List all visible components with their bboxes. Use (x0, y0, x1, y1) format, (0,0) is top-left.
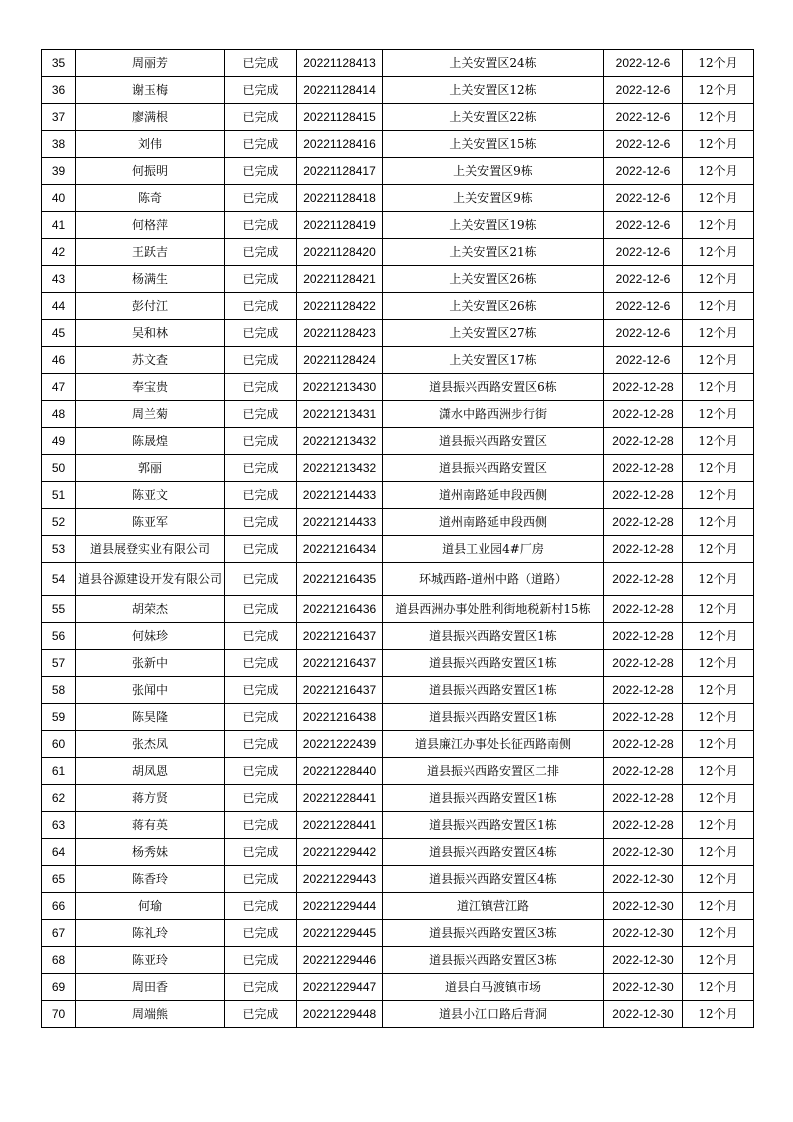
table-row (42, 785, 754, 812)
row-number-cell: 70 (42, 1001, 76, 1028)
table-row (42, 347, 754, 374)
status-cell: 已完成 (225, 293, 297, 320)
status-cell: 已完成 (225, 785, 297, 812)
date-cell: 2022-12-6 (604, 50, 683, 77)
row-number-cell: 68 (42, 947, 76, 974)
date-cell: 2022-12-30 (604, 974, 683, 1001)
row-number-cell: 50 (42, 455, 76, 482)
application-number-cell: 20221229448 (297, 1001, 383, 1028)
application-number-cell: 20221213430 (297, 374, 383, 401)
applicant-name-cell: 张闻中 (76, 677, 225, 704)
table-row (42, 401, 754, 428)
date-cell: 2022-12-6 (604, 293, 683, 320)
date-cell: 2022-12-28 (604, 374, 683, 401)
application-number-cell: 20221128420 (297, 239, 383, 266)
row-number-cell: 39 (42, 158, 76, 185)
table-row (42, 239, 754, 266)
term-cell: 12个月 (683, 974, 754, 1001)
application-number-cell: 20221128421 (297, 266, 383, 293)
table-row (42, 758, 754, 785)
address-cell: 道县振兴西路安置区1栋 (383, 650, 604, 677)
row-number-cell: 58 (42, 677, 76, 704)
term-cell: 12个月 (683, 320, 754, 347)
table-row (42, 293, 754, 320)
application-number-cell: 20221228441 (297, 812, 383, 839)
status-cell: 已完成 (225, 50, 297, 77)
application-number-cell: 20221228440 (297, 758, 383, 785)
table-row (42, 839, 754, 866)
status-cell: 已完成 (225, 158, 297, 185)
term-cell: 12个月 (683, 704, 754, 731)
row-number-cell: 38 (42, 131, 76, 158)
status-cell: 已完成 (225, 812, 297, 839)
address-cell: 上关安置区9栋 (383, 185, 604, 212)
table-row (42, 704, 754, 731)
term-cell: 12个月 (683, 509, 754, 536)
row-number-cell: 55 (42, 596, 76, 623)
table-row (42, 893, 754, 920)
term-cell: 12个月 (683, 50, 754, 77)
application-number-cell: 20221128416 (297, 131, 383, 158)
address-cell: 上关安置区17栋 (383, 347, 604, 374)
status-cell: 已完成 (225, 947, 297, 974)
row-number-cell: 61 (42, 758, 76, 785)
term-cell: 12个月 (683, 866, 754, 893)
row-number-cell: 46 (42, 347, 76, 374)
application-number-cell: 20221216436 (297, 596, 383, 623)
address-cell: 上关安置区26栋 (383, 293, 604, 320)
status-cell: 已完成 (225, 239, 297, 266)
table-row (42, 185, 754, 212)
applicant-name-cell: 谢玉梅 (76, 77, 225, 104)
application-number-cell: 20221222439 (297, 731, 383, 758)
status-cell: 已完成 (225, 509, 297, 536)
date-cell: 2022-12-6 (604, 320, 683, 347)
term-cell: 12个月 (683, 131, 754, 158)
term-cell: 12个月 (683, 731, 754, 758)
table-row (42, 563, 754, 596)
date-cell: 2022-12-28 (604, 509, 683, 536)
term-cell: 12个月 (683, 812, 754, 839)
status-cell: 已完成 (225, 374, 297, 401)
applicant-name-cell: 周田香 (76, 974, 225, 1001)
records-table (41, 49, 754, 1028)
date-cell: 2022-12-6 (604, 212, 683, 239)
status-cell: 已完成 (225, 104, 297, 131)
status-cell: 已完成 (225, 839, 297, 866)
row-number-cell: 48 (42, 401, 76, 428)
address-cell: 道县白马渡镇市场 (383, 974, 604, 1001)
term-cell: 12个月 (683, 455, 754, 482)
date-cell: 2022-12-6 (604, 239, 683, 266)
status-cell: 已完成 (225, 866, 297, 893)
term-cell: 12个月 (683, 563, 754, 596)
term-cell: 12个月 (683, 104, 754, 131)
status-cell: 已完成 (225, 623, 297, 650)
address-cell: 道县小江口路后背洞 (383, 1001, 604, 1028)
address-cell: 道县振兴西路安置区1栋 (383, 812, 604, 839)
row-number-cell: 57 (42, 650, 76, 677)
applicant-name-cell: 周端熊 (76, 1001, 225, 1028)
table-row (42, 374, 754, 401)
row-number-cell: 67 (42, 920, 76, 947)
status-cell: 已完成 (225, 266, 297, 293)
table-row (42, 677, 754, 704)
application-number-cell: 20221128414 (297, 77, 383, 104)
applicant-name-cell: 陈亚军 (76, 509, 225, 536)
applicant-name-cell: 胡凤恩 (76, 758, 225, 785)
status-cell: 已完成 (225, 482, 297, 509)
table-row (42, 650, 754, 677)
term-cell: 12个月 (683, 239, 754, 266)
table-row (42, 266, 754, 293)
applicant-name-cell: 陈奇 (76, 185, 225, 212)
table-row (42, 731, 754, 758)
row-number-cell: 51 (42, 482, 76, 509)
row-number-cell: 52 (42, 509, 76, 536)
row-number-cell: 60 (42, 731, 76, 758)
date-cell: 2022-12-6 (604, 77, 683, 104)
address-cell: 上关安置区27栋 (383, 320, 604, 347)
applicant-name-cell: 张杰凤 (76, 731, 225, 758)
date-cell: 2022-12-6 (604, 158, 683, 185)
application-number-cell: 20221229447 (297, 974, 383, 1001)
applicant-name-cell: 奉宝贵 (76, 374, 225, 401)
row-number-cell: 49 (42, 428, 76, 455)
date-cell: 2022-12-30 (604, 1001, 683, 1028)
date-cell: 2022-12-28 (604, 428, 683, 455)
address-cell: 道县工业园4#厂房 (383, 536, 604, 563)
address-cell: 道县振兴西路安置区1栋 (383, 623, 604, 650)
term-cell: 12个月 (683, 839, 754, 866)
address-cell: 道州南路延申段西侧 (383, 509, 604, 536)
row-number-cell: 36 (42, 77, 76, 104)
address-cell: 道县振兴西路安置区二排 (383, 758, 604, 785)
application-number-cell: 20221216434 (297, 536, 383, 563)
date-cell: 2022-12-30 (604, 947, 683, 974)
applicant-name-cell: 道县谷源建设开发有限公司 (76, 563, 225, 596)
application-number-cell: 20221229445 (297, 920, 383, 947)
application-number-cell: 20221128423 (297, 320, 383, 347)
status-cell: 已完成 (225, 650, 297, 677)
address-cell: 道县振兴西路安置区 (383, 455, 604, 482)
applicant-name-cell: 陈晟煌 (76, 428, 225, 455)
address-cell: 上关安置区22栋 (383, 104, 604, 131)
applicant-name-cell: 张新中 (76, 650, 225, 677)
applicant-name-cell: 苏文查 (76, 347, 225, 374)
term-cell: 12个月 (683, 374, 754, 401)
term-cell: 12个月 (683, 158, 754, 185)
status-cell: 已完成 (225, 1001, 297, 1028)
row-number-cell: 59 (42, 704, 76, 731)
applicant-name-cell: 陈香玲 (76, 866, 225, 893)
date-cell: 2022-12-28 (604, 812, 683, 839)
table-row (42, 320, 754, 347)
applicant-name-cell: 何振明 (76, 158, 225, 185)
row-number-cell: 43 (42, 266, 76, 293)
date-cell: 2022-12-30 (604, 920, 683, 947)
row-number-cell: 65 (42, 866, 76, 893)
applicant-name-cell: 陈亚玲 (76, 947, 225, 974)
address-cell: 道县振兴西路安置区1栋 (383, 704, 604, 731)
row-number-cell: 35 (42, 50, 76, 77)
row-number-cell: 54 (42, 563, 76, 596)
address-cell: 道县振兴西路安置区4栋 (383, 839, 604, 866)
application-number-cell: 20221213432 (297, 455, 383, 482)
status-cell: 已完成 (225, 401, 297, 428)
status-cell: 已完成 (225, 347, 297, 374)
table-row (42, 536, 754, 563)
date-cell: 2022-12-28 (604, 677, 683, 704)
application-number-cell: 20221128413 (297, 50, 383, 77)
date-cell: 2022-12-6 (604, 104, 683, 131)
status-cell: 已完成 (225, 596, 297, 623)
date-cell: 2022-12-28 (604, 650, 683, 677)
applicant-name-cell: 彭付江 (76, 293, 225, 320)
application-number-cell: 20221128419 (297, 212, 383, 239)
application-number-cell: 20221216437 (297, 650, 383, 677)
term-cell: 12个月 (683, 77, 754, 104)
date-cell: 2022-12-28 (604, 536, 683, 563)
applicant-name-cell: 廖满根 (76, 104, 225, 131)
status-cell: 已完成 (225, 731, 297, 758)
table-row (42, 77, 754, 104)
status-cell: 已完成 (225, 185, 297, 212)
applicant-name-cell: 何瑜 (76, 893, 225, 920)
address-cell: 道县西洲办事处胜利街地税新村15栋 (383, 596, 604, 623)
applicant-name-cell: 周兰菊 (76, 401, 225, 428)
date-cell: 2022-12-28 (604, 401, 683, 428)
address-cell: 道县振兴西路安置区6栋 (383, 374, 604, 401)
address-cell: 道江镇营江路 (383, 893, 604, 920)
table-row (42, 596, 754, 623)
table-row (42, 920, 754, 947)
application-number-cell: 20221213432 (297, 428, 383, 455)
table-row (42, 947, 754, 974)
applicant-name-cell: 陈礼玲 (76, 920, 225, 947)
table-row (42, 1001, 754, 1028)
table-row (42, 212, 754, 239)
term-cell: 12个月 (683, 893, 754, 920)
status-cell: 已完成 (225, 758, 297, 785)
term-cell: 12个月 (683, 623, 754, 650)
applicant-name-cell: 胡荣杰 (76, 596, 225, 623)
row-number-cell: 64 (42, 839, 76, 866)
date-cell: 2022-12-28 (604, 455, 683, 482)
date-cell: 2022-12-28 (604, 482, 683, 509)
table-row (42, 455, 754, 482)
applicant-name-cell: 郭丽 (76, 455, 225, 482)
applicant-name-cell: 道县展登实业有限公司 (76, 536, 225, 563)
term-cell: 12个月 (683, 758, 754, 785)
term-cell: 12个月 (683, 401, 754, 428)
application-number-cell: 20221216438 (297, 704, 383, 731)
application-number-cell: 20221216437 (297, 677, 383, 704)
address-cell: 道县振兴西路安置区3栋 (383, 920, 604, 947)
table-row (42, 812, 754, 839)
applicant-name-cell: 吴和林 (76, 320, 225, 347)
address-cell: 上关安置区21栋 (383, 239, 604, 266)
application-number-cell: 20221216435 (297, 563, 383, 596)
status-cell: 已完成 (225, 428, 297, 455)
term-cell: 12个月 (683, 650, 754, 677)
date-cell: 2022-12-28 (604, 785, 683, 812)
address-cell: 上关安置区24栋 (383, 50, 604, 77)
row-number-cell: 37 (42, 104, 76, 131)
application-number-cell: 20221213431 (297, 401, 383, 428)
status-cell: 已完成 (225, 974, 297, 1001)
term-cell: 12个月 (683, 785, 754, 812)
term-cell: 12个月 (683, 677, 754, 704)
application-number-cell: 20221128418 (297, 185, 383, 212)
application-number-cell: 20221128424 (297, 347, 383, 374)
applicant-name-cell: 杨满生 (76, 266, 225, 293)
application-number-cell: 20221229443 (297, 866, 383, 893)
application-number-cell: 20221229446 (297, 947, 383, 974)
application-number-cell: 20221214433 (297, 482, 383, 509)
address-cell: 环城西路-道州中路（道路） (383, 563, 604, 596)
address-cell: 道县振兴西路安置区3栋 (383, 947, 604, 974)
date-cell: 2022-12-28 (604, 758, 683, 785)
status-cell: 已完成 (225, 536, 297, 563)
applicant-name-cell: 陈亚文 (76, 482, 225, 509)
table-row (42, 50, 754, 77)
status-cell: 已完成 (225, 320, 297, 347)
application-number-cell: 20221214433 (297, 509, 383, 536)
address-cell: 上关安置区12栋 (383, 77, 604, 104)
table-row (42, 482, 754, 509)
application-number-cell: 20221128422 (297, 293, 383, 320)
date-cell: 2022-12-6 (604, 185, 683, 212)
row-number-cell: 40 (42, 185, 76, 212)
address-cell: 上关安置区19栋 (383, 212, 604, 239)
row-number-cell: 41 (42, 212, 76, 239)
row-number-cell: 56 (42, 623, 76, 650)
applicant-name-cell: 何格萍 (76, 212, 225, 239)
address-cell: 上关安置区9栋 (383, 158, 604, 185)
table-row (42, 974, 754, 1001)
applicant-name-cell: 刘伟 (76, 131, 225, 158)
term-cell: 12个月 (683, 536, 754, 563)
applicant-name-cell: 王跃吉 (76, 239, 225, 266)
table-row (42, 428, 754, 455)
date-cell: 2022-12-6 (604, 266, 683, 293)
table-row (42, 623, 754, 650)
address-cell: 道县振兴西路安置区1栋 (383, 677, 604, 704)
date-cell: 2022-12-6 (604, 131, 683, 158)
applicant-name-cell: 周丽芳 (76, 50, 225, 77)
date-cell: 2022-12-30 (604, 839, 683, 866)
application-number-cell: 20221228441 (297, 785, 383, 812)
table-row (42, 131, 754, 158)
term-cell: 12个月 (683, 293, 754, 320)
applicant-name-cell: 蒋方贤 (76, 785, 225, 812)
application-number-cell: 20221229442 (297, 839, 383, 866)
term-cell: 12个月 (683, 212, 754, 239)
row-number-cell: 62 (42, 785, 76, 812)
application-number-cell: 20221128415 (297, 104, 383, 131)
row-number-cell: 42 (42, 239, 76, 266)
row-number-cell: 69 (42, 974, 76, 1001)
status-cell: 已完成 (225, 131, 297, 158)
term-cell: 12个月 (683, 482, 754, 509)
address-cell: 道县廉江办事处长征西路南侧 (383, 731, 604, 758)
address-cell: 道县振兴西路安置区 (383, 428, 604, 455)
address-cell: 道州南路延申段西侧 (383, 482, 604, 509)
application-number-cell: 20221229444 (297, 893, 383, 920)
status-cell: 已完成 (225, 677, 297, 704)
date-cell: 2022-12-28 (604, 596, 683, 623)
term-cell: 12个月 (683, 920, 754, 947)
address-cell: 道县振兴西路安置区4栋 (383, 866, 604, 893)
table-body (42, 50, 754, 1028)
status-cell: 已完成 (225, 893, 297, 920)
date-cell: 2022-12-6 (604, 347, 683, 374)
application-number-cell: 20221216437 (297, 623, 383, 650)
date-cell: 2022-12-28 (604, 731, 683, 758)
term-cell: 12个月 (683, 185, 754, 212)
applicant-name-cell: 蒋有英 (76, 812, 225, 839)
date-cell: 2022-12-28 (604, 623, 683, 650)
table-row (42, 866, 754, 893)
term-cell: 12个月 (683, 596, 754, 623)
application-number-cell: 20221128417 (297, 158, 383, 185)
row-number-cell: 53 (42, 536, 76, 563)
date-cell: 2022-12-28 (604, 704, 683, 731)
address-cell: 道县振兴西路安置区1栋 (383, 785, 604, 812)
term-cell: 12个月 (683, 947, 754, 974)
status-cell: 已完成 (225, 77, 297, 104)
date-cell: 2022-12-30 (604, 893, 683, 920)
term-cell: 12个月 (683, 347, 754, 374)
date-cell: 2022-12-30 (604, 866, 683, 893)
row-number-cell: 45 (42, 320, 76, 347)
table-row (42, 158, 754, 185)
address-cell: 潇水中路西洲步行街 (383, 401, 604, 428)
date-cell: 2022-12-28 (604, 563, 683, 596)
term-cell: 12个月 (683, 1001, 754, 1028)
status-cell: 已完成 (225, 704, 297, 731)
address-cell: 上关安置区26栋 (383, 266, 604, 293)
term-cell: 12个月 (683, 266, 754, 293)
status-cell: 已完成 (225, 212, 297, 239)
row-number-cell: 47 (42, 374, 76, 401)
address-cell: 上关安置区15栋 (383, 131, 604, 158)
applicant-name-cell: 陈昊隆 (76, 704, 225, 731)
row-number-cell: 66 (42, 893, 76, 920)
status-cell: 已完成 (225, 563, 297, 596)
status-cell: 已完成 (225, 920, 297, 947)
applicant-name-cell: 杨秀妹 (76, 839, 225, 866)
table-row (42, 104, 754, 131)
table-row (42, 509, 754, 536)
row-number-cell: 63 (42, 812, 76, 839)
status-cell: 已完成 (225, 455, 297, 482)
row-number-cell: 44 (42, 293, 76, 320)
applicant-name-cell: 何妹珍 (76, 623, 225, 650)
term-cell: 12个月 (683, 428, 754, 455)
